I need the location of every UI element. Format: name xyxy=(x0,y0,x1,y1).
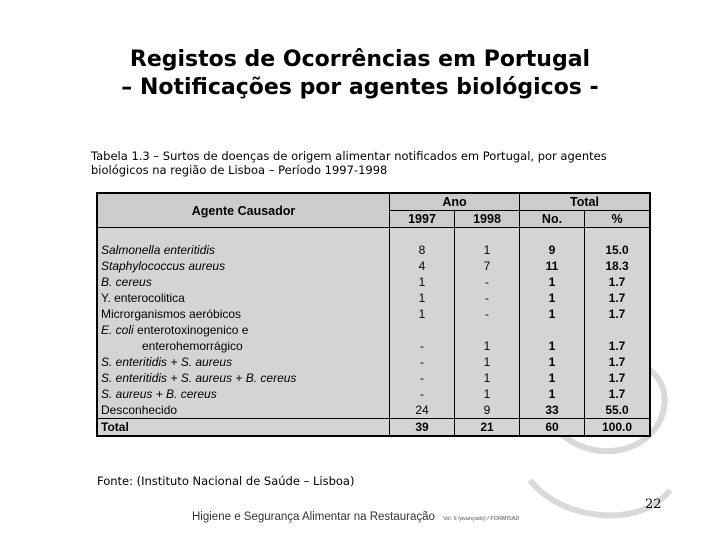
value-total-no: 11 xyxy=(520,258,585,274)
value-total-pct: 1.7 xyxy=(585,338,651,354)
table-row xyxy=(97,242,650,258)
table-row xyxy=(97,370,650,386)
value-total-pct: 1.7 xyxy=(585,290,651,306)
col-header-no: No. xyxy=(520,211,585,228)
value-1998: 7 xyxy=(455,258,520,274)
value-total-pct: 1.7 xyxy=(585,370,651,386)
total-1997: 39 xyxy=(390,419,455,437)
value-total-pct: 1.7 xyxy=(585,306,651,322)
value-1997: 1 xyxy=(390,290,455,306)
value-total-pct: 1.7 xyxy=(585,386,651,402)
value-1998: 1 xyxy=(455,242,520,258)
col-header-pct: % xyxy=(585,211,651,228)
value-1997: - xyxy=(390,386,455,402)
agent-rest-part: enterotoxinogenico e xyxy=(137,323,249,337)
table-row xyxy=(97,402,650,419)
col-header-1997: 1997 xyxy=(390,211,455,228)
value-total-no: 1 xyxy=(520,354,585,370)
title-line-1: Registos de Ocorrências em Portugal xyxy=(129,47,591,72)
agent-cell: Y. enterocolitica xyxy=(97,290,390,306)
value-1998: - xyxy=(455,274,520,290)
table-row xyxy=(97,258,650,274)
agent-italic-part: E. coli xyxy=(101,323,134,337)
value-total-no: 1 xyxy=(520,274,585,290)
value-total-pct: 15.0 xyxy=(585,242,651,258)
title-line-2: – Notificações por agentes biológicos - xyxy=(121,75,599,100)
table-row xyxy=(97,290,650,306)
table-row xyxy=(97,386,650,402)
value-1997: 4 xyxy=(390,258,455,274)
value-total-no: 9 xyxy=(520,242,585,258)
total-1998: 21 xyxy=(455,419,520,437)
col-header-agent: Agente Causador xyxy=(97,193,390,228)
agent-cell: Microrganismos aeróbicos xyxy=(97,306,390,322)
value-1997: 8 xyxy=(390,242,455,258)
agent-cell: S. enteritidis + S. aureus xyxy=(97,354,390,370)
value-total-no: 1 xyxy=(520,290,585,306)
agent-cell: Desconhecido xyxy=(97,402,390,419)
value-total-no: 1 xyxy=(520,306,585,322)
value-1997: - xyxy=(390,354,455,370)
value-1997: 1 xyxy=(390,306,455,322)
agent-cell: S. enteritidis + S. aureus + B. cereus xyxy=(97,370,390,386)
value-1998: 1 xyxy=(455,338,520,354)
agent-cell: Salmonella enteritidis xyxy=(97,242,390,258)
value-1997: 24 xyxy=(390,402,455,419)
value-1998: 1 xyxy=(455,386,520,402)
agent-cell: B. cereus xyxy=(97,274,390,290)
agent-cell xyxy=(97,322,390,338)
outbreaks-table xyxy=(96,192,651,437)
value-total-no: 33 xyxy=(520,402,585,419)
table-total-row xyxy=(97,419,650,437)
col-header-1998: 1998 xyxy=(455,211,520,228)
value-total-pct: 55.0 xyxy=(585,402,651,419)
value-total-no: 1 xyxy=(520,370,585,386)
page-number: 22 xyxy=(645,497,662,512)
table-row xyxy=(97,306,650,322)
table-caption xyxy=(91,149,651,177)
table-row xyxy=(97,338,650,354)
agent-cell: enterohemorrágico xyxy=(97,338,390,354)
agent-cell: S. aureus + B. cereus xyxy=(97,386,390,402)
value-1998: - xyxy=(455,306,520,322)
value-1998: 9 xyxy=(455,402,520,419)
caption-line-1: Tabela 1.3 – Surtos de doenças de origem alimentar notificados em Portugal, por agentes xyxy=(91,149,607,163)
total-no: 60 xyxy=(520,419,585,437)
caption-line-2: biológicos na região de Lisboa – Período 1997-1998 xyxy=(91,163,388,177)
footer-volume: Vol. II (avançado) / FORMISAD xyxy=(442,516,520,522)
footer xyxy=(192,511,519,523)
value-1997: 1 xyxy=(390,274,455,290)
slide-title xyxy=(0,46,720,102)
value-1997: - xyxy=(390,370,455,386)
value-total-pct: 1.7 xyxy=(585,354,651,370)
value-1997: - xyxy=(390,338,455,354)
value-1998: 1 xyxy=(455,370,520,386)
value-1998: - xyxy=(455,290,520,306)
table-row xyxy=(97,322,650,338)
table-spacer-row xyxy=(97,228,650,243)
value-total-no: 1 xyxy=(520,386,585,402)
value-1998: 1 xyxy=(455,354,520,370)
value-total-pct: 1.7 xyxy=(585,274,651,290)
col-header-ano: Ano xyxy=(390,193,520,211)
footer-title: Higiene e Segurança Alimentar na Restauração xyxy=(192,511,435,523)
value-total-pct: 18.3 xyxy=(585,258,651,274)
agent-cell: Staphylococcus aureus xyxy=(97,258,390,274)
table-row xyxy=(97,274,650,290)
total-pct: 100.0 xyxy=(585,419,651,437)
value-total-no: 1 xyxy=(520,338,585,354)
col-header-total: Total xyxy=(520,193,651,211)
source-note: Fonte: (Instituto Nacional de Saúde – Lisboa) xyxy=(97,474,355,488)
total-label: Total xyxy=(97,419,390,437)
table-row xyxy=(97,354,650,370)
